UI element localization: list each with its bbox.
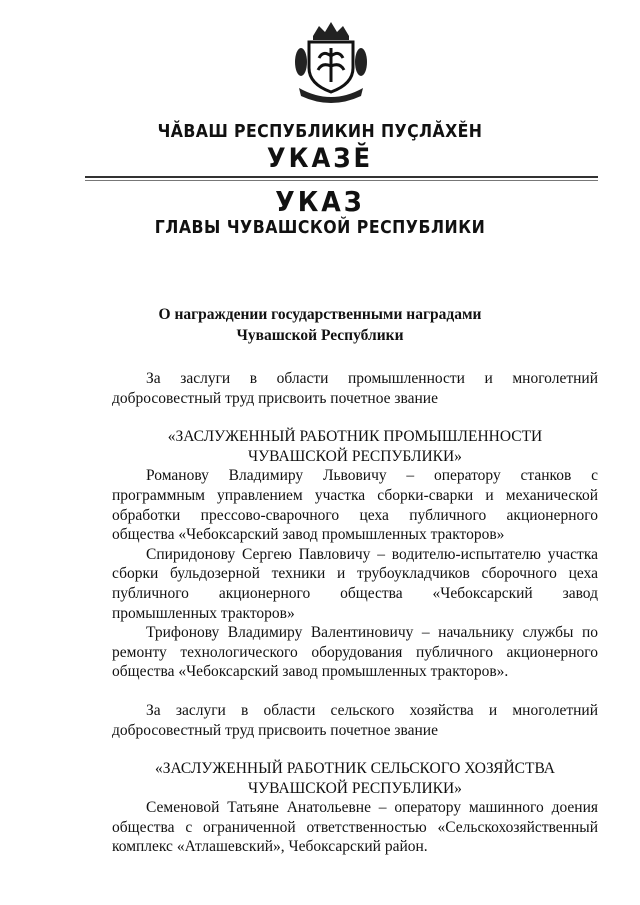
header-russian-line1: УКАЗ: [275, 185, 365, 218]
header-chuvash-line1: ЧĂВАШ РЕСПУБЛИКИН ПУҪЛĂХĔН: [157, 122, 483, 142]
subject-line1: О награждении государственными наградами: [158, 306, 482, 323]
header-divider-thin: [85, 180, 598, 181]
section1-title-line2: ЧУВАШСКОЙ РЕСПУБЛИКИ»: [248, 447, 462, 465]
decree-subject: [0, 304, 640, 346]
coat-of-arms-emblem: [291, 18, 371, 106]
section2-title-line1: «ЗАСЛУЖЕННЫЙ РАБОТНИК СЕЛЬСКОГО ХОЗЯЙСТВА: [154, 760, 556, 778]
section2-intro: За заслуги в области сельского хозяйства и многолетний добросовестный труд присвоить почетное звание: [112, 701, 598, 739]
header-chuvash-line2: УКАЗĔ: [266, 143, 374, 174]
decree-body: [112, 369, 598, 857]
section1-awardee: Трифонову Владимиру Валентиновичу – начальнику службы по ремонту технологического оборудования публичного акционерного общества «Чебоксарский завод промышленных тракторов».: [112, 624, 598, 681]
section1-intro: За заслуги в области промышленности и многолетний добросовестный труд присвоить почетное звание: [112, 370, 598, 407]
subject-line2: Чувашской Республики: [236, 327, 404, 344]
header-divider-thick: [85, 176, 598, 178]
section1-awardee: Спиридонову Сергею Павловичу – водителю-испытателю участка сборки бульдозерной техники и трубоукладчиков сборочного цеха публичного акционерного общества «Чебоксарский завод промышленных тракторов»: [112, 545, 598, 622]
section1-awardee: Романову Владимиру Львовичу – оператору станков с программным управлением участка сборки-сварки и механической обработки прессово-сварочного цеха публичного акционерного общества «Чебоксарский завод промышленных тракторов»: [112, 467, 598, 544]
section2-title-line2: ЧУВАШСКОЙ РЕСПУБЛИКИ»: [248, 779, 462, 797]
section1-title-line1: «ЗАСЛУЖЕННЫЙ РАБОТНИК ПРОМЫШЛЕННОСТИ: [167, 428, 543, 446]
section2-awardee: Семеновой Татьяне Анатольевне – оператору машинного доения общества с ограниченной ответственностью «Сельскохозяйственный комплекс «Атлашевский», Чебоксарский район.: [112, 799, 598, 856]
header-russian-line2: ГЛАВЫ ЧУВАШСКОЙ РЕСПУБЛИКИ: [154, 218, 486, 238]
